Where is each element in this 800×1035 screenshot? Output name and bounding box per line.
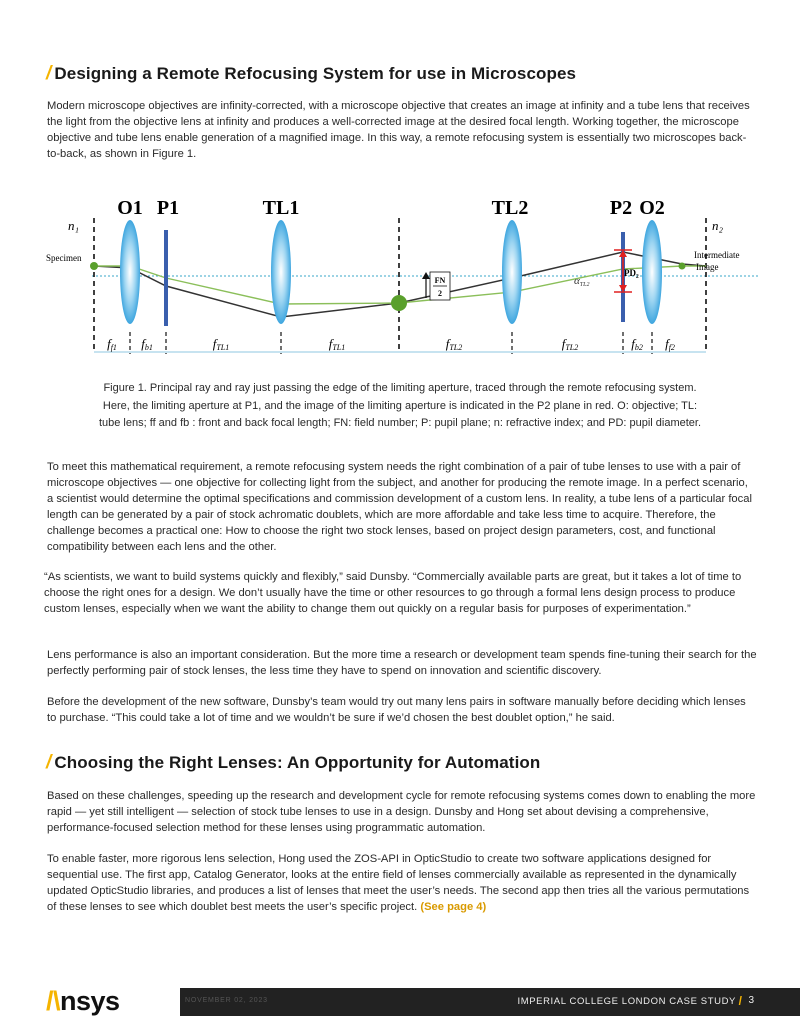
footer-case-study-title: IMPERIAL COLLEGE LONDON CASE STUDY	[517, 996, 736, 1007]
label-p1: P1	[156, 197, 180, 219]
heading-slash-mark: /	[46, 752, 52, 773]
svg-text:fTL1: fTL1	[212, 336, 230, 352]
label-o1: O1	[117, 197, 143, 219]
svg-text:fb2: fb2	[631, 336, 643, 352]
section2-paragraph-2: To enable faster, more rigorous lens selection, Hong used the ZOS-API in OpticStudio to create two software applications designed for sequential use. The first app, Catalog Generator, looks at the entire field of lenses commercially available as represented in the dynamically updated OpticStudio libraries, and produces a list of lenses that meet the user’s needs. The second app then tries all the various permutations of these lenses to see which doublet best meets the user’s specific project. (See page 4)	[47, 853, 750, 913]
lens-tl2	[502, 220, 522, 324]
section-heading-choosing-lenses: / Choosing the Right Lenses: An Opportunity for Automation	[46, 752, 541, 773]
figure-remote-refocusing-diagram	[40, 192, 760, 362]
label-tl1: TL1	[262, 197, 300, 219]
lens-o1	[120, 220, 140, 324]
label-n1: n₁	[68, 218, 80, 233]
ansys-logo: /\nsys	[46, 986, 120, 1016]
image-point	[679, 263, 686, 270]
specimen-point	[90, 262, 98, 270]
label-p2: P2	[609, 197, 633, 219]
svg-text:fTL2: fTL2	[561, 336, 579, 352]
label-n2: n₂	[712, 218, 724, 233]
pupil-p1	[164, 230, 168, 326]
focal-plane-lines	[94, 218, 706, 352]
page-footer	[0, 986, 800, 1035]
label-o2: O2	[639, 197, 665, 219]
label-alpha: αTL2	[574, 275, 590, 288]
label-image: Image	[696, 262, 719, 272]
svg-text:fb1: fb1	[141, 336, 153, 352]
intermediate-focus-point	[391, 295, 407, 311]
svg-text:ff1: ff1	[107, 336, 117, 352]
body-paragraph-3: Lens performance is also an important consideration. But the more time a research or development team spends fine-tuning their search for the perfectly performing pair of stock lenses, the less time they have to spend on innovation and scientific discovery.	[47, 649, 757, 677]
label-pd2: PD₂	[624, 268, 639, 278]
heading-slash-mark: /	[46, 63, 52, 84]
lens-tl1	[271, 220, 291, 324]
figure-caption: Figure 1. Principal ray and ray just passing the edge of the limiting aperture, traced through the remote refocusing system. Here, the limiting aperture at P1, and the image of the limiting aperture is indicated in the P2 plane in red. O: objective; TL: tube lens; ff and fb : front and back focal length; FN: field number; P: pupil plane; n: refractive index; and PD: pupil diameter.	[98, 382, 702, 429]
intro-paragraph: Modern microscope objectives are infinity-corrected, with a microscope objective that creates an image at infinity and a tube lens that receives the light from the objective lens at infinity and produces a well-corrected image at the desired focal length. Working together, the microscope objective and tube lens enable generation of a magnified image. In this way, a remote refocusing system is essentially two microscopes back-to-back, as shown in Figure 1.	[47, 100, 750, 160]
label-specimen: Specimen	[46, 253, 82, 263]
focal-length-labels	[107, 336, 675, 352]
see-page-4-link[interactable]: (See page 4)	[420, 901, 487, 913]
section-heading-remote-refocusing: / Designing a Remote Refocusing System for use in Microscopes	[46, 63, 577, 84]
body-paragraph-4: Before the development of the new software, Dunsby’s team would try out many lens pairs in software manually before deciding which lenses to purchase. “This could take a lot of time and we wouldn’t be sure if we’d chosen the best doublet option,” he said.	[47, 696, 746, 724]
lens-o2	[642, 220, 662, 324]
fn-label: FN	[434, 276, 446, 285]
label-intermediate: Intermediate	[694, 250, 740, 260]
label-tl2: TL2	[491, 197, 529, 219]
section2-paragraph-1: Based on these challenges, speeding up the research and development cycle for remote refocusing systems comes down to enabling the more rapid — yet still intelligent — selection of stock tube lenses to use in a design. Dunsby and Hong set about devising a comprehensive, performance-focused selection method for these lenses using programmatic automation.	[47, 790, 756, 834]
svg-text:ff2: ff2	[665, 336, 675, 352]
body-paragraph-quote: “As scientists, we want to build systems quickly and flexibly,” said Dunsby. “Commercially available parts are great, but it takes a lot of time to choose the right ones for a design. We don’t usually have the time or other resources to go through a formal lens design process to produce custom lenses, especially when we want the ability to change them out quickly on a regular basis for purposes of experimentation.”	[44, 571, 742, 615]
svg-text:fTL1: fTL1	[328, 336, 346, 352]
footer-slash-mark: /	[738, 994, 742, 1008]
body-paragraph-1: To meet this mathematical requirement, a remote refocusing system needs the right combination of a pair of tube lenses to use with a pair of microscope objectives — one objective for collecting light from the subject, and another for producing the remote image. In a perfect scenario, a scientist would determine the optimal specifications and commission development of a custom lens. In reality, a tube lens of a particular focal length can be generated by a pair of stock achromatic doublets, which are more affordable and take less time to acquire. Therefore, the challenge becomes a practical one: How to choose the right two stock lenses, based on project design parameters, cost, and functional compatibility between each lens and the other.	[47, 461, 752, 553]
footer-date: NOVEMBER 02, 2023	[185, 997, 268, 1004]
fn-denominator: 2	[438, 289, 442, 298]
svg-text:fTL2: fTL2	[445, 336, 463, 352]
page-number: 3	[748, 995, 754, 1006]
